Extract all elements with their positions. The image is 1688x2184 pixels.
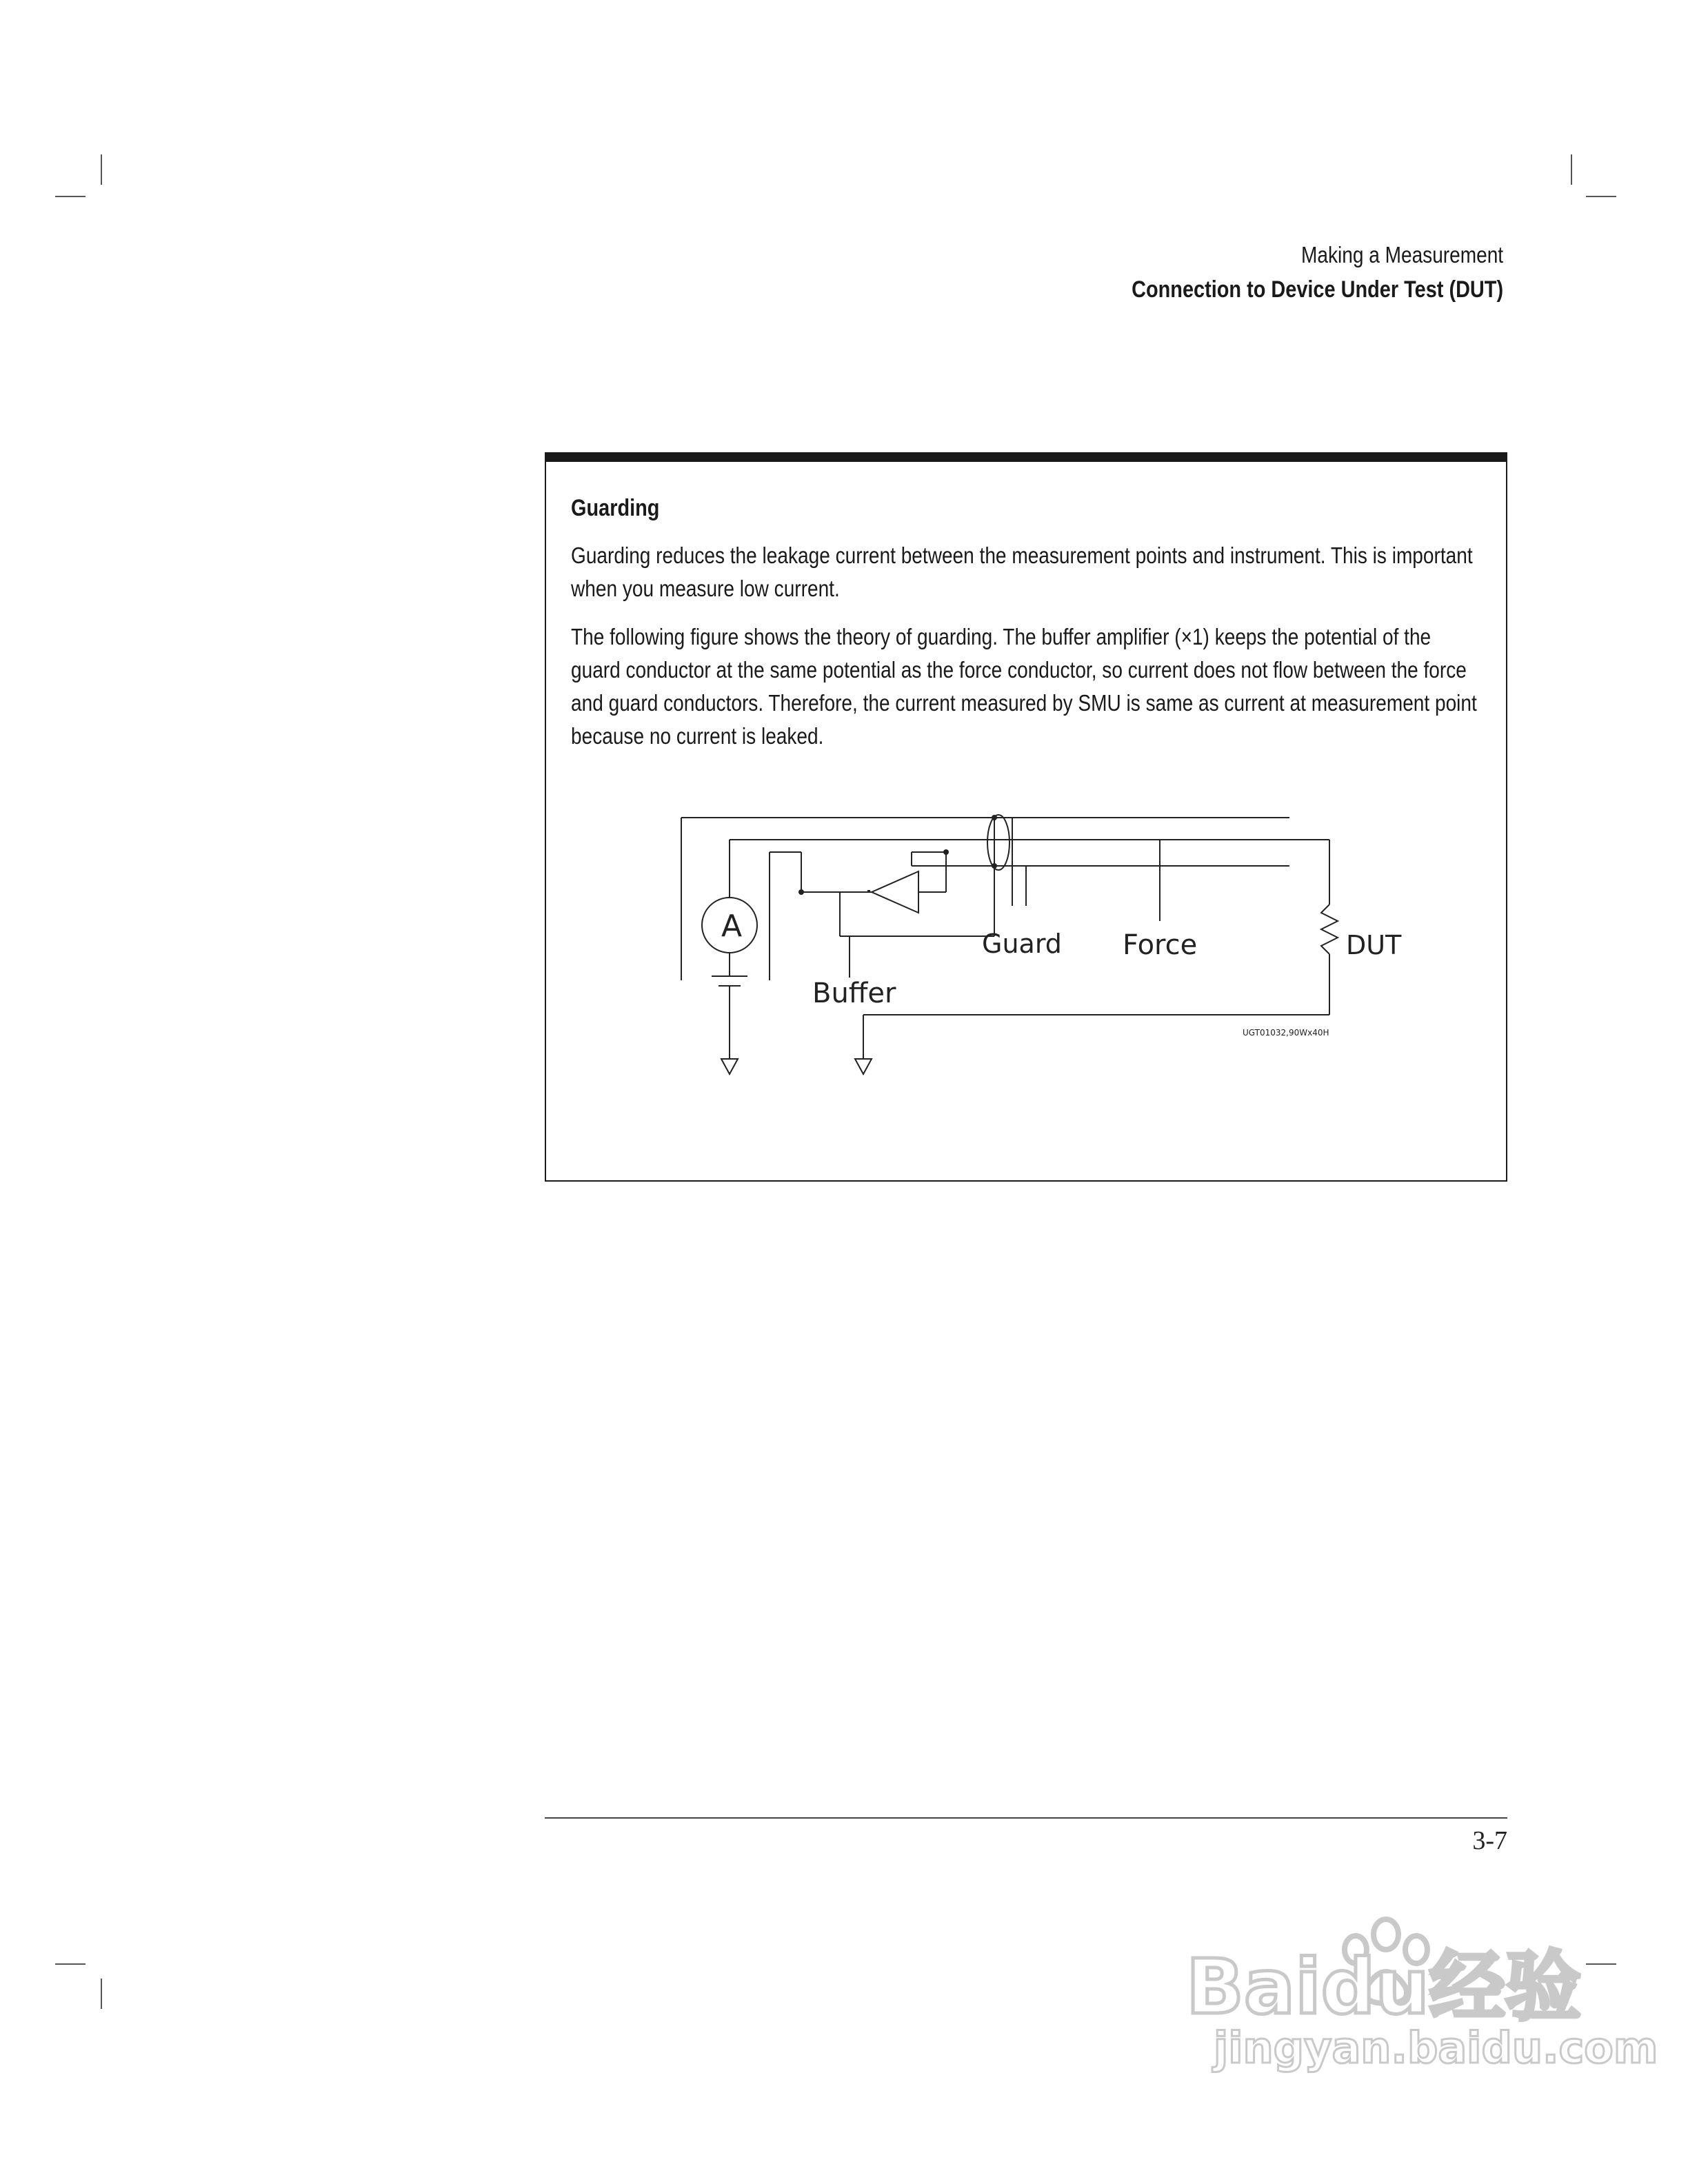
paragraph: The following figure shows the theory of guarding. The buffer amplifier (×1) keeps the potential of the guard conductor at the same potential as the force conductor, so current does not flow between the force and guard conductors. Therefore, the current measured by SMU is same as current at measurement point because no current is leaked. (571, 624, 1477, 749)
box-title: Guarding (571, 495, 660, 521)
dut-resistor (1321, 904, 1338, 954)
subsection-title: Connection to Device Under Test (DUT) (1132, 276, 1503, 303)
buffer-label: Buffer (812, 978, 896, 1009)
svg-text:jingyan.baidu.com: jingyan.baidu.com (1214, 2023, 1658, 2073)
paragraph: Guarding reduces the leakage current between the measurement points and instrument. This is important when you measure low current. (571, 543, 1473, 601)
crop-mark (101, 1979, 102, 2009)
force-label: Force (1123, 929, 1198, 961)
guarding-diagram (546, 462, 1506, 1179)
section-title: Making a Measurement (1300, 242, 1503, 267)
coax-ellipse (987, 815, 1009, 870)
baidu-watermark (1186, 1910, 1658, 2075)
dut-label: DUT (1346, 930, 1402, 960)
ground-symbol (855, 1059, 872, 1074)
footer-rule (545, 1817, 1507, 1819)
figure-id: UGT01032,90Wx40H (1243, 1028, 1329, 1038)
guarding-box (545, 452, 1507, 1182)
ground-symbol (721, 1059, 738, 1074)
crop-mark (55, 196, 86, 197)
svg-text:Baidu经验: Baidu经验 (1186, 1943, 1581, 2031)
crop-mark (101, 154, 102, 185)
running-header (1066, 239, 1503, 307)
crop-mark (55, 1963, 86, 1965)
crop-mark (1571, 154, 1572, 185)
crop-mark (1586, 196, 1616, 197)
guard-label: Guard (982, 929, 1062, 959)
page-number: 3-7 (1472, 1826, 1507, 1855)
crop-mark (1586, 1963, 1616, 1965)
ammeter-label: A (721, 909, 743, 944)
